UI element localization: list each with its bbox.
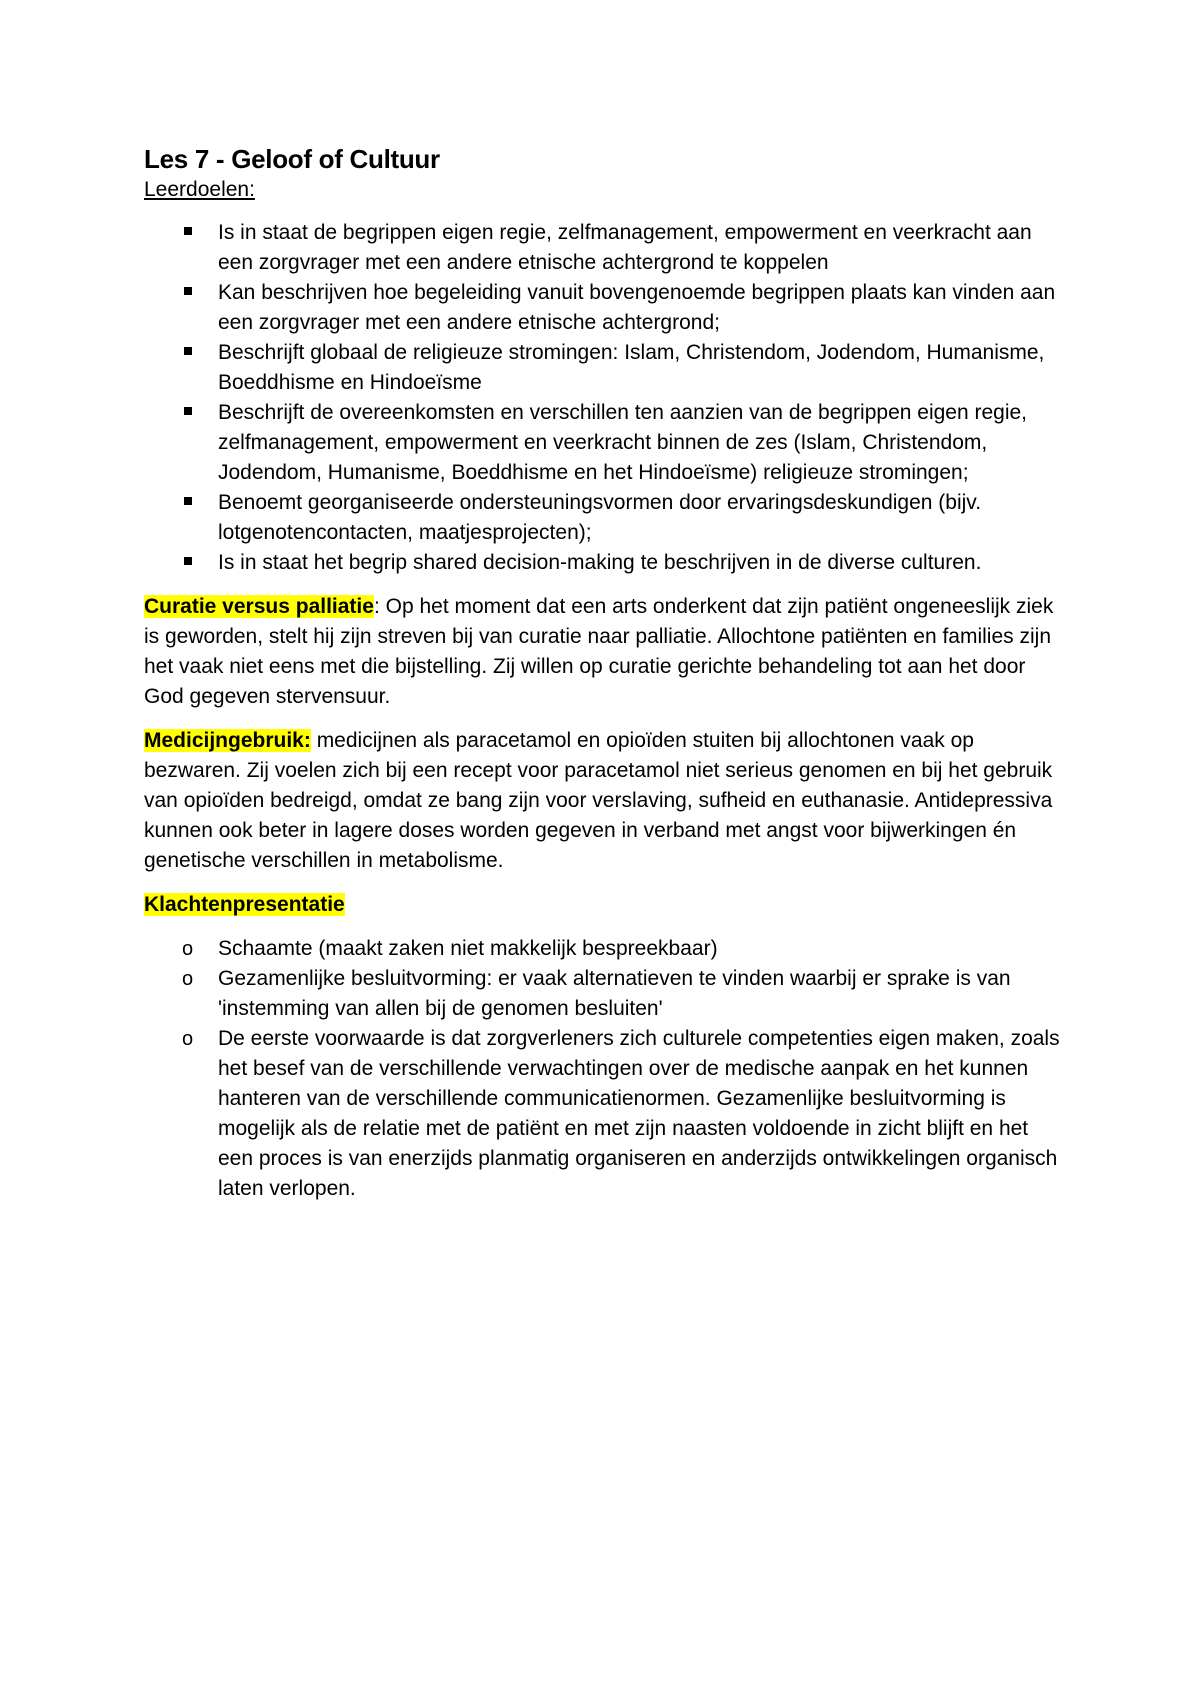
list-item <box>144 398 1064 488</box>
list-item <box>144 1024 1064 1204</box>
list-item-text: Beschrijft globaal de religieuze stromingen: Islam, Christendom, Jodendom, Humanisme, Boeddhisme en Hindoeïsme <box>218 341 1045 394</box>
list-item-text: Is in staat de begrippen eigen regie, zelfmanagement, empowerment en veerkracht aan een zorgvrager met een andere etnische achtergrond te koppelen <box>218 221 1032 274</box>
klachten-list <box>144 934 1064 1204</box>
medicijn-text: medicijnen als paracetamol en opioïden stuiten bij allochtonen vaak op bezwaren. Zij voelen zich bij een recept voor paracetamol niet serieus genomen en bij het gebruik van opioïden bedreigd, omdat ze bang zijn voor verslaving, sufheid en euthanasie. Antidepressiva kunnen ook beter in lagere doses worden gegeven in verband met angst voor bijwerkingen én genetische verschillen in metabolisme. <box>144 729 1053 872</box>
objectives-list <box>144 218 1064 578</box>
curatie-text: Op het moment dat een arts onderkent dat zijn patiënt ongeneeslijk ziek is geworden, stelt hij zijn streven bij van curatie naar palliatie. Allochtone patiënten en families zijn het vaak niet eens met die bijstelling. Zij willen op curatie gerichte behandeling tot aan het door God gegeven stervensuur. <box>144 595 1054 708</box>
list-item-text: Benoemt georganiseerde ondersteuningsvormen door ervaringsdeskundigen (bijv. lotgenotencontacten, maatjesprojecten); <box>218 491 982 544</box>
curatie-heading: Curatie versus palliatie <box>144 595 374 618</box>
list-item-text: Beschrijft de overeenkomsten en verschillen ten aanzien van de begrippen eigen regie, zelfmanagement, empowerment en veerkracht binnen de zes (Islam, Christendom, Jodendom, Humanisme, Boeddhisme en het Hindoeïsme) religieuze stromingen; <box>218 401 1028 484</box>
square-bullet-icon <box>184 287 192 295</box>
circle-bullet-icon: o <box>182 938 194 960</box>
curatie-paragraph <box>144 592 1064 712</box>
medicijn-heading: Medicijngebruik: <box>144 729 311 752</box>
list-item <box>144 548 1064 578</box>
list-item-text: Kan beschrijven hoe begeleiding vanuit bovengenoemde begrippen plaats kan vinden aan een zorgvrager met een andere etnische achtergrond; <box>218 281 1056 334</box>
circle-bullet-icon: o <box>182 968 194 990</box>
document-page <box>144 142 1064 1204</box>
klachten-heading-row <box>144 890 1064 920</box>
document-title: Les 7 - Geloof of Cultuur <box>144 144 440 174</box>
klachten-heading: Klachtenpresentatie <box>144 893 345 916</box>
list-item <box>144 338 1064 398</box>
list-item <box>144 934 1064 964</box>
curatie-separator: : <box>373 595 380 618</box>
square-bullet-icon <box>184 497 192 505</box>
list-item-text: Gezamenlijke besluitvorming: er vaak alternatieven te vinden waarbij er sprake is van 'instemming van allen bij de genomen besluiten' <box>218 967 1011 1020</box>
objectives-heading: Leerdoelen: <box>144 178 255 201</box>
list-item <box>144 488 1064 548</box>
list-item-text: Is in staat het begrip shared decision-making te beschrijven in de diverse culturen. <box>218 551 982 574</box>
medicijn-paragraph <box>144 726 1064 876</box>
square-bullet-icon <box>184 347 192 355</box>
list-item <box>144 278 1064 338</box>
circle-bullet-icon: o <box>182 1028 194 1050</box>
square-bullet-icon <box>184 227 192 235</box>
list-item-text: Schaamte (maakt zaken niet makkelijk bespreekbaar) <box>218 937 718 960</box>
square-bullet-icon <box>184 557 192 565</box>
list-item <box>144 964 1064 1024</box>
square-bullet-icon <box>184 407 192 415</box>
list-item <box>144 218 1064 278</box>
list-item-text: De eerste voorwaarde is dat zorgverleners zich culturele competenties eigen maken, zoals het besef van de verschillende verwachtingen over de medische aanpak en het kunnen hanteren van de verschillende communicatienormen. Gezamenlijke besluitvorming is mogelijk als de relatie met de patiënt en met zijn naasten voldoende in zicht blijft en het een proces is van enerzijds planmatig organiseren en anderzijds ontwikkelingen organisch laten verlopen. <box>218 1027 1060 1200</box>
